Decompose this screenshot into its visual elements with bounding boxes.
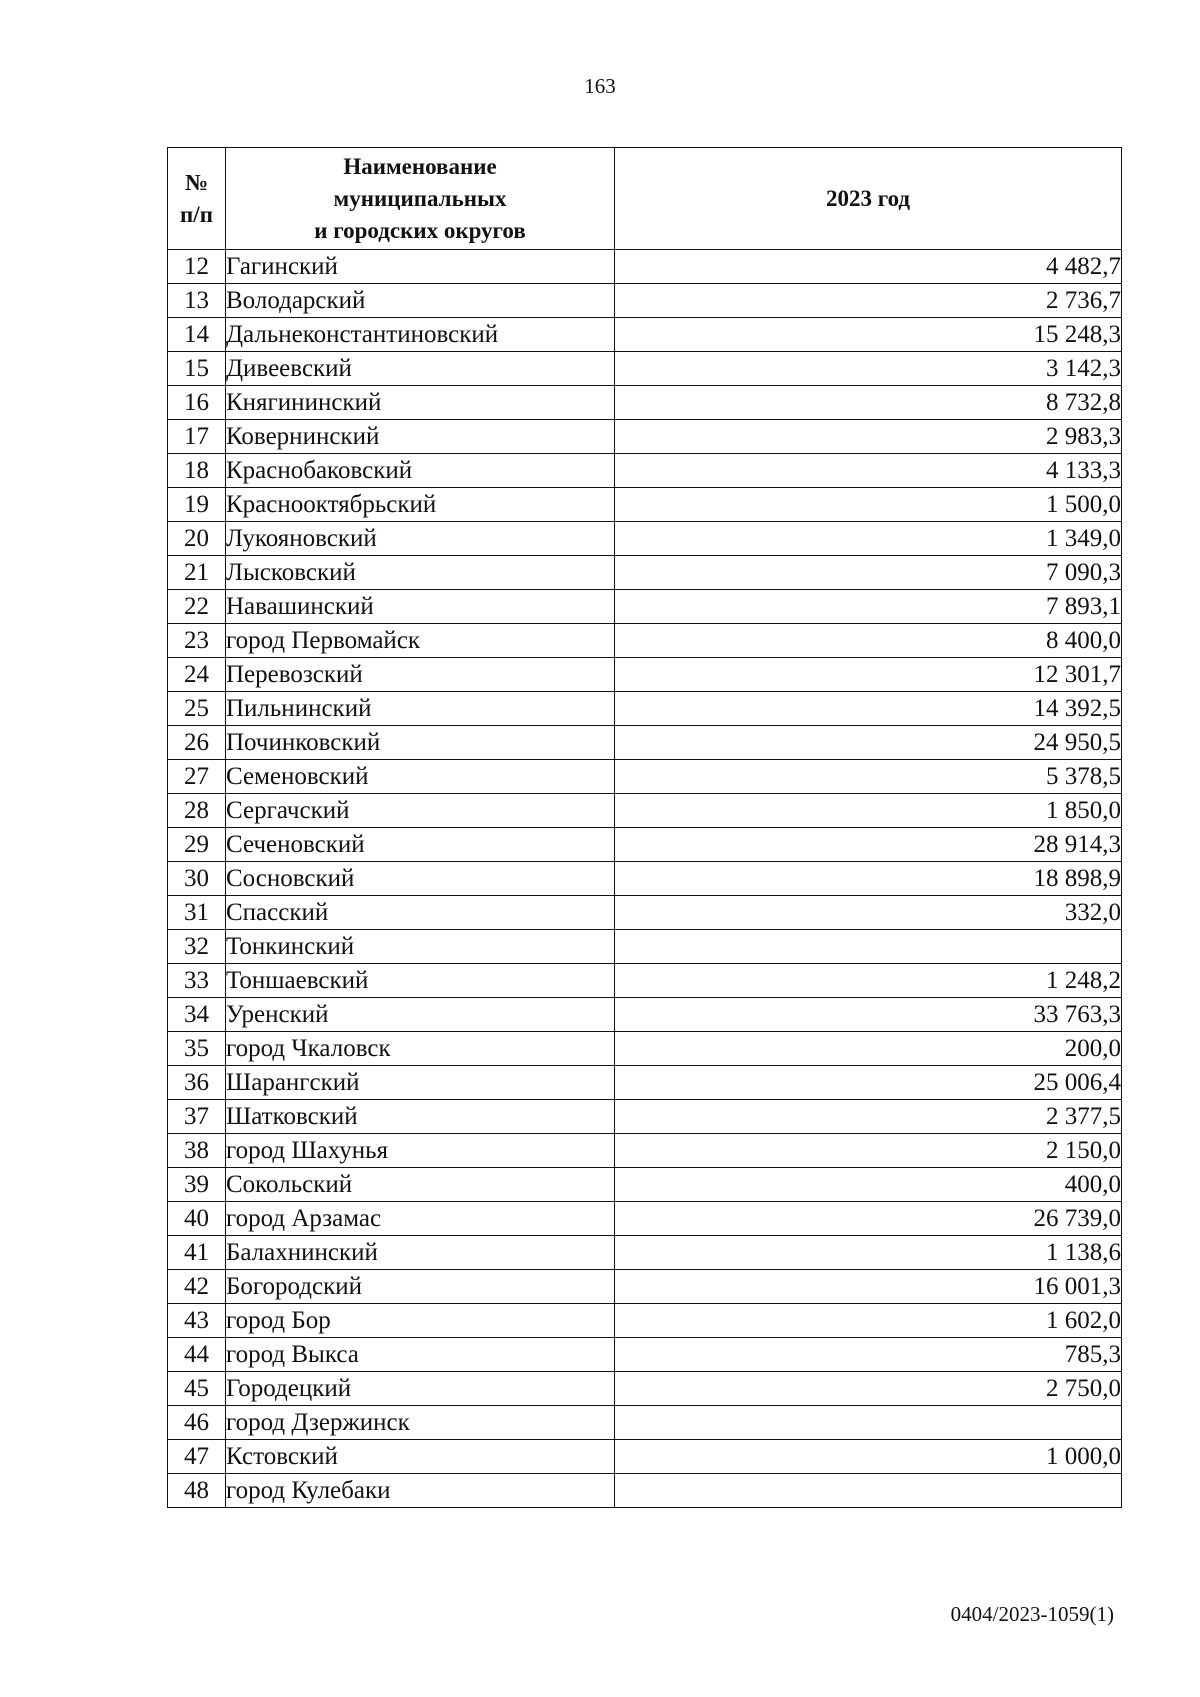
value-2023-cell: 1 138,6 (615, 1236, 1122, 1270)
table-row (168, 794, 1122, 828)
value-2023-cell: 785,3 (615, 1338, 1122, 1372)
row-number-cell: 30 (168, 862, 226, 896)
table-row (168, 1270, 1122, 1304)
table-row (168, 556, 1122, 590)
row-number-cell: 31 (168, 896, 226, 930)
table-row (168, 284, 1122, 318)
municipality-name-cell: Сокольский (226, 1168, 615, 1202)
table-row (168, 1202, 1122, 1236)
value-2023-cell: 33 763,3 (615, 998, 1122, 1032)
value-2023-cell: 25 006,4 (615, 1066, 1122, 1100)
municipality-name-cell: Лысковский (226, 556, 615, 590)
table-row (168, 590, 1122, 624)
table-row (168, 1032, 1122, 1066)
table-row (168, 522, 1122, 556)
table-row (168, 420, 1122, 454)
row-number-cell: 29 (168, 828, 226, 862)
row-number-cell: 36 (168, 1066, 226, 1100)
value-2023-cell: 7 893,1 (615, 590, 1122, 624)
municipality-name-cell: Городецкий (226, 1372, 615, 1406)
header-name-line: Наименование (343, 153, 497, 179)
row-number-cell: 37 (168, 1100, 226, 1134)
value-2023-cell: 2 983,3 (615, 420, 1122, 454)
value-2023-cell: 5 378,5 (615, 760, 1122, 794)
municipality-name-cell: Княгининский (226, 386, 615, 420)
value-2023-cell: 400,0 (615, 1168, 1122, 1202)
row-number-cell: 32 (168, 930, 226, 964)
table-row (168, 1372, 1122, 1406)
row-number-cell: 25 (168, 692, 226, 726)
table-row (168, 658, 1122, 692)
table-row (168, 352, 1122, 386)
value-2023-cell: 4 133,3 (615, 454, 1122, 488)
row-number-cell: 23 (168, 624, 226, 658)
value-2023-cell (615, 930, 1122, 964)
value-2023-cell: 4 482,7 (615, 250, 1122, 284)
value-2023-cell: 14 392,5 (615, 692, 1122, 726)
row-number-cell: 14 (168, 318, 226, 352)
header-name-line: муниципальных (333, 185, 507, 211)
value-2023-cell: 1 000,0 (615, 1440, 1122, 1474)
table-row (168, 1338, 1122, 1372)
value-2023-cell: 26 739,0 (615, 1202, 1122, 1236)
municipality-name-cell: Починковский (226, 726, 615, 760)
value-2023-cell: 1 349,0 (615, 522, 1122, 556)
row-number-cell: 42 (168, 1270, 226, 1304)
value-2023-cell: 1 500,0 (615, 488, 1122, 522)
municipality-name-cell: Ковернинский (226, 420, 615, 454)
header-number-line: п/п (180, 201, 213, 227)
table-row (168, 1304, 1122, 1338)
municipality-name-cell: Перевозский (226, 658, 615, 692)
municipality-name-cell: Пильнинский (226, 692, 615, 726)
table-row (168, 1406, 1122, 1440)
table-row (168, 828, 1122, 862)
header-year: 2023 год (615, 148, 1122, 250)
table-row (168, 692, 1122, 726)
municipality-name-cell: город Шахунья (226, 1134, 615, 1168)
row-number-cell: 40 (168, 1202, 226, 1236)
municipality-name-cell: Балахнинский (226, 1236, 615, 1270)
row-number-cell: 24 (168, 658, 226, 692)
row-number-cell: 17 (168, 420, 226, 454)
municipality-name-cell: Краснооктябрьский (226, 488, 615, 522)
row-number-cell: 28 (168, 794, 226, 828)
table-row (168, 1134, 1122, 1168)
municipality-name-cell: город Первомайск (226, 624, 615, 658)
table-row (168, 386, 1122, 420)
municipality-name-cell: Шарангский (226, 1066, 615, 1100)
table-row (168, 1100, 1122, 1134)
municipality-name-cell: Дальнеконстантиновский (226, 318, 615, 352)
municipality-name-cell: Семеновский (226, 760, 615, 794)
table-row (168, 726, 1122, 760)
value-2023-cell: 2 377,5 (615, 1100, 1122, 1134)
table-row (168, 488, 1122, 522)
table-row (168, 454, 1122, 488)
row-number-cell: 41 (168, 1236, 226, 1270)
value-2023-cell: 18 898,9 (615, 862, 1122, 896)
row-number-cell: 21 (168, 556, 226, 590)
municipality-name-cell: Сеченовский (226, 828, 615, 862)
header-number-line: № (184, 169, 209, 195)
value-2023-cell: 28 914,3 (615, 828, 1122, 862)
table-row (168, 862, 1122, 896)
row-number-cell: 35 (168, 1032, 226, 1066)
municipality-name-cell: Сергачский (226, 794, 615, 828)
value-2023-cell: 3 142,3 (615, 352, 1122, 386)
table-row (168, 1066, 1122, 1100)
row-number-cell: 19 (168, 488, 226, 522)
table-row (168, 318, 1122, 352)
table-body (168, 250, 1122, 1508)
table-row (168, 250, 1122, 284)
table-row (168, 998, 1122, 1032)
table-row (168, 964, 1122, 998)
document-code: 0404/2023-1059(1) (950, 1602, 1114, 1626)
municipality-name-cell: Спасский (226, 896, 615, 930)
row-number-cell: 13 (168, 284, 226, 318)
value-2023-cell (615, 1474, 1122, 1508)
municipality-name-cell: Лукояновский (226, 522, 615, 556)
municipality-name-cell: город Бор (226, 1304, 615, 1338)
page-number: 163 (584, 74, 616, 98)
table-row (168, 1474, 1122, 1508)
value-2023-cell: 1 602,0 (615, 1304, 1122, 1338)
row-number-cell: 48 (168, 1474, 226, 1508)
municipality-name-cell: город Кулебаки (226, 1474, 615, 1508)
value-2023-cell: 8 732,8 (615, 386, 1122, 420)
municipality-name-cell: Богородский (226, 1270, 615, 1304)
row-number-cell: 20 (168, 522, 226, 556)
value-2023-cell: 2 736,7 (615, 284, 1122, 318)
municipality-name-cell: город Дзержинск (226, 1406, 615, 1440)
municipality-name-cell: Тоншаевский (226, 964, 615, 998)
value-2023-cell: 7 090,3 (615, 556, 1122, 590)
municipality-name-cell: Дивеевский (226, 352, 615, 386)
header-name-line: и городских округов (314, 217, 526, 243)
table-row (168, 624, 1122, 658)
row-number-cell: 15 (168, 352, 226, 386)
table-row (168, 930, 1122, 964)
municipality-name-cell: город Арзамас (226, 1202, 615, 1236)
municipality-name-cell: Гагинский (226, 250, 615, 284)
value-2023-cell: 12 301,7 (615, 658, 1122, 692)
row-number-cell: 22 (168, 590, 226, 624)
value-2023-cell: 332,0 (615, 896, 1122, 930)
value-2023-cell: 8 400,0 (615, 624, 1122, 658)
table-header-row (168, 148, 1122, 250)
header-number (168, 148, 226, 250)
row-number-cell: 47 (168, 1440, 226, 1474)
value-2023-cell (615, 1406, 1122, 1440)
row-number-cell: 16 (168, 386, 226, 420)
header-name (226, 148, 615, 250)
row-number-cell: 27 (168, 760, 226, 794)
value-2023-cell: 24 950,5 (615, 726, 1122, 760)
municipality-name-cell: Навашинский (226, 590, 615, 624)
table-row (168, 1168, 1122, 1202)
row-number-cell: 45 (168, 1372, 226, 1406)
municipality-name-cell: город Выкса (226, 1338, 615, 1372)
value-2023-cell: 1 850,0 (615, 794, 1122, 828)
municipality-name-cell: Шатковский (226, 1100, 615, 1134)
municipal-budget-table (167, 147, 1122, 1508)
row-number-cell: 18 (168, 454, 226, 488)
municipality-name-cell: Сосновский (226, 862, 615, 896)
row-number-cell: 43 (168, 1304, 226, 1338)
municipality-name-cell: Тонкинский (226, 930, 615, 964)
row-number-cell: 34 (168, 998, 226, 1032)
row-number-cell: 26 (168, 726, 226, 760)
municipality-name-cell: город Чкаловск (226, 1032, 615, 1066)
value-2023-cell: 200,0 (615, 1032, 1122, 1066)
municipality-name-cell: Краснобаковский (226, 454, 615, 488)
value-2023-cell: 2 150,0 (615, 1134, 1122, 1168)
table-row (168, 760, 1122, 794)
municipality-name-cell: Уренский (226, 998, 615, 1032)
value-2023-cell: 2 750,0 (615, 1372, 1122, 1406)
row-number-cell: 46 (168, 1406, 226, 1440)
table-row (168, 1236, 1122, 1270)
value-2023-cell: 15 248,3 (615, 318, 1122, 352)
value-2023-cell: 16 001,3 (615, 1270, 1122, 1304)
value-2023-cell: 1 248,2 (615, 964, 1122, 998)
municipality-name-cell: Володарский (226, 284, 615, 318)
table-row (168, 1440, 1122, 1474)
table-row (168, 896, 1122, 930)
row-number-cell: 38 (168, 1134, 226, 1168)
row-number-cell: 39 (168, 1168, 226, 1202)
row-number-cell: 44 (168, 1338, 226, 1372)
row-number-cell: 12 (168, 250, 226, 284)
row-number-cell: 33 (168, 964, 226, 998)
municipality-name-cell: Кстовский (226, 1440, 615, 1474)
